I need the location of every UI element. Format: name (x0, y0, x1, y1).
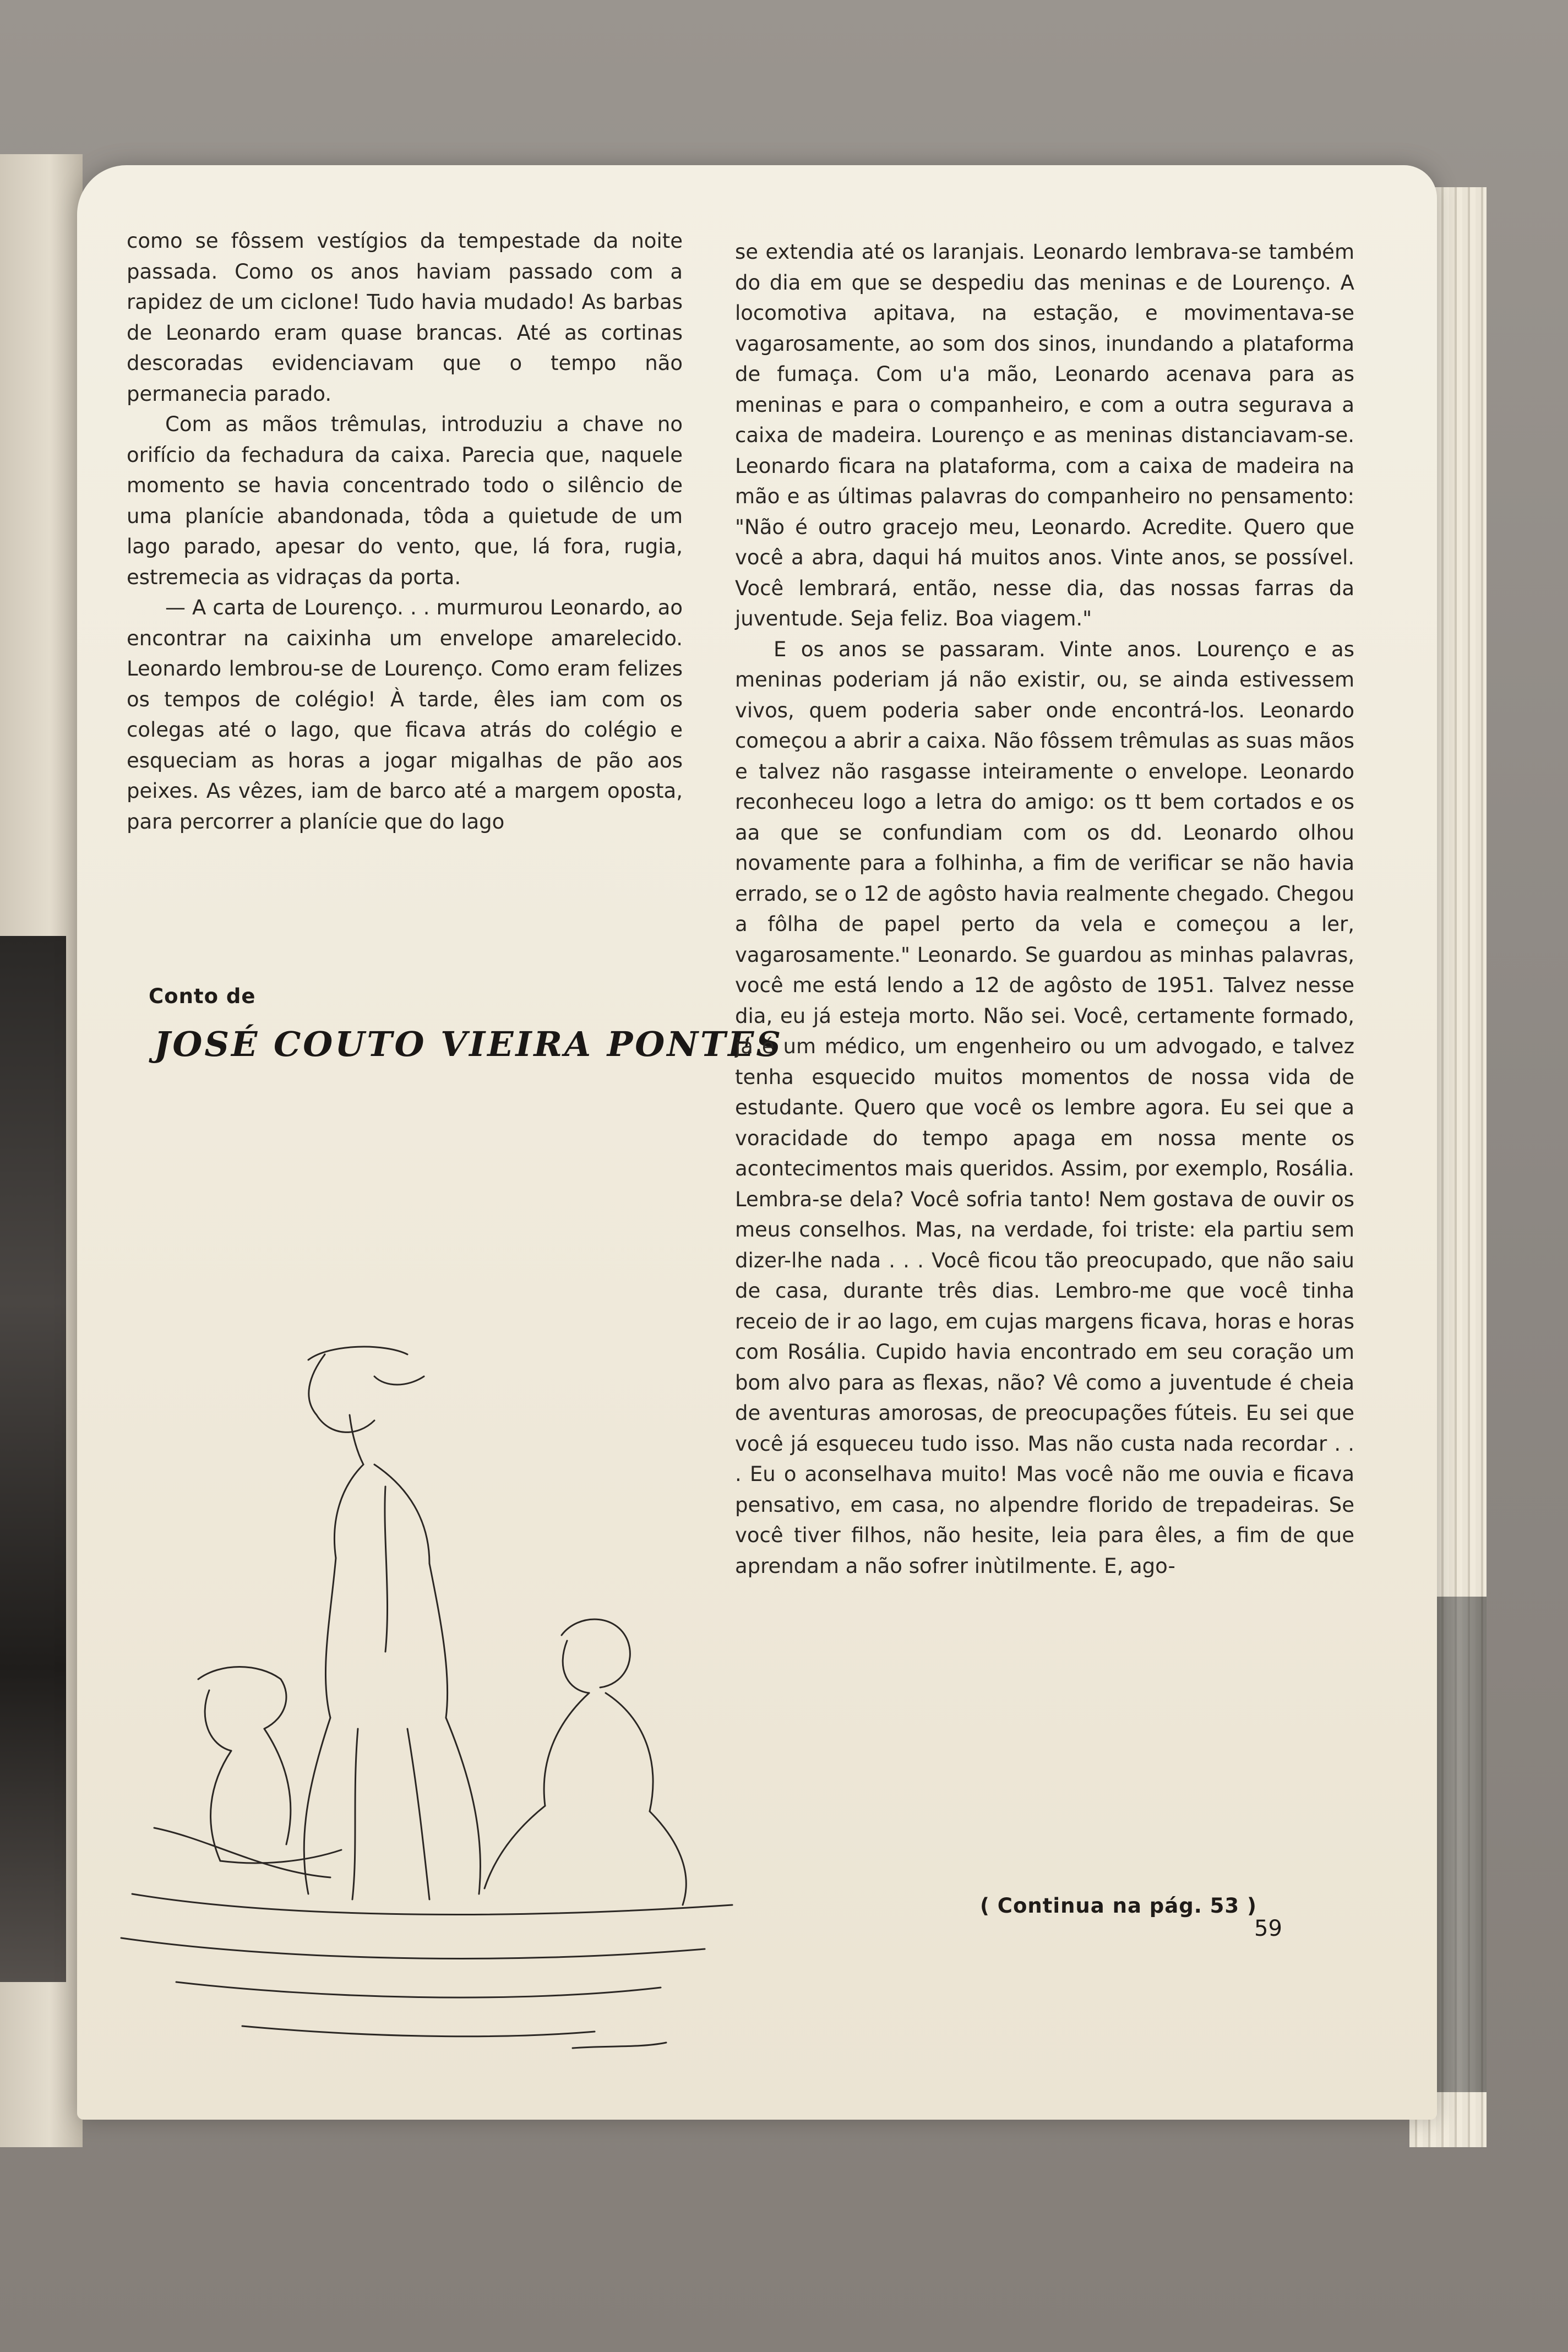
left-page-photo (0, 936, 66, 1982)
continued-note: ( Continua na pág. 53 ) (980, 1894, 1257, 1918)
author-name: JOSÉ COUTO VIEIRA PONTES (154, 1024, 783, 1064)
paragraph: E os anos se passaram. Vinte anos. Lourenço e as meninas poderiam já não existir, ou, se ainda estivessem vivos, quem poderia saber onde encontrá-los. Leonardo começou a abrir a caixa. Não fôssem trêmulas as suas mãos e talvez não rasgasse inteiramente o envelope. Leonardo reconheceu logo a letra do amigo: os tt bem cortados e os aa que se confundiam com os dd. Leonardo olhou novamente para a folhinha, a fim de verificar se não havia errado, se o 12 de agôsto havia realmente chegado. Chegou a fôlha de papel perto da vela e começou a ler, vagarosamente." Leonardo. Se guardou as minhas palavras, você me está lendo a 12 de agôsto de 1951. Talvez nesse dia, eu já esteja morto. Não sei. Você, certamente formado, já é um médico, um engenheiro ou um advogado, e talvez tenha esquecido muitos momentos de nossa vida de estudante. Quero que você os lembre agora. Eu sei que a voracidade do tempo apaga em nossa mente os acontecimentos mais queridos. Assim, por exemplo, Rosália. Lembra-se dela? Você sofria tanto! Nem gostava de ouvir os meus conselhos. Mas, na verdade, foi triste: ela partiu sem dizer-lhe nada . . . Você ficou tão preocupado, que não saiu de casa, durante três dias. Lembro-me que você tinha receio de ir ao lago, em cujas margens ficava, horas e horas com Rosália. Cupido havia encontrado em seu coração um bom alvo para as flexas, não? Vê como a juventude é cheia de aventuras amorosas, de preocupações fúteis. Eu sei que você já esqueceu tudo isso. Mas não custa nada recordar . . . Eu o aconselhava muito! Mas você não me ouvia e ficava pensativo, em casa, no alpendre florido de trepadeiras. Se você tiver filhos, não hesite, leia para êles, a fim de que aprendam a não sofrer inùtilmente. E, ago- (735, 637, 1354, 1578)
paragraph: como se fôssem vestígios da tempestade da noite passada. Como os anos haviam passado com a rapidez de um ciclone! Tudo havia mudado! As barbas de Leonardo eram quase brancas. Até as cortinas descoradas evidenciavam que o tempo não permanecia parado. (127, 229, 683, 406)
page-stack-shadow (1431, 1597, 1487, 2092)
left-text-column (127, 226, 683, 837)
paragraph: Com as mãos trêmulas, introduziu a chave no orifício da fechadura da caixa. Parecia que, naquele momento se havia concentrado todo o silêncio de uma planície abandonada, tôda a quietude de um lago parado, apesar do vento, que, lá fora, rugia, estremecia as vidraças da porta. (127, 412, 683, 589)
page-number: 59 (1254, 1916, 1282, 1941)
paragraph: — A carta de Lourenço. . . murmurou Leonardo, ao encontrar na caixinha um envelope amarelecido. Leonardo lembrou-se de Lourenço. Como eram felizes os tempos de colégio! À tarde, êles iam com os colegas até o lago, que ficava atrás do colégio e esqueciam as horas a jogar migalhas de pão aos peixes. As vêzes, iam de barco até a margem oposta, para percorrer a planície que do lago (127, 596, 683, 834)
illustration-sketch (99, 1178, 776, 2114)
byline-label: Conto de (149, 984, 256, 1008)
paragraph: se extendia até os laranjais. Leonardo lembrava-se também do dia em que se despediu das meninas e de Lourenço. A locomotiva apitava, na estação, e movimentava-se vagarosamente, ao som dos sinos, inundando a plataforma de fumaça. Com u'a mão, Leonardo acenava para as meninas e para o companheiro, e com a outra segurava a caixa de madeira. Lourenço e as meninas distanciavam-se. Leonardo ficara na plataforma, com a caixa de madeira na mão e as últimas palavras do companheiro no pensamento: "Não é outro gracejo meu, Leonardo. Acredite. Quero que você a abra, daqui há muitos anos. Vinte anos, se possível. Você lembrará, então, nesse dia, das nossas farras da juventude. Seja feliz. Boa viagem." (735, 240, 1354, 630)
magazine-page (77, 165, 1437, 2120)
right-text-column (735, 237, 1354, 1581)
